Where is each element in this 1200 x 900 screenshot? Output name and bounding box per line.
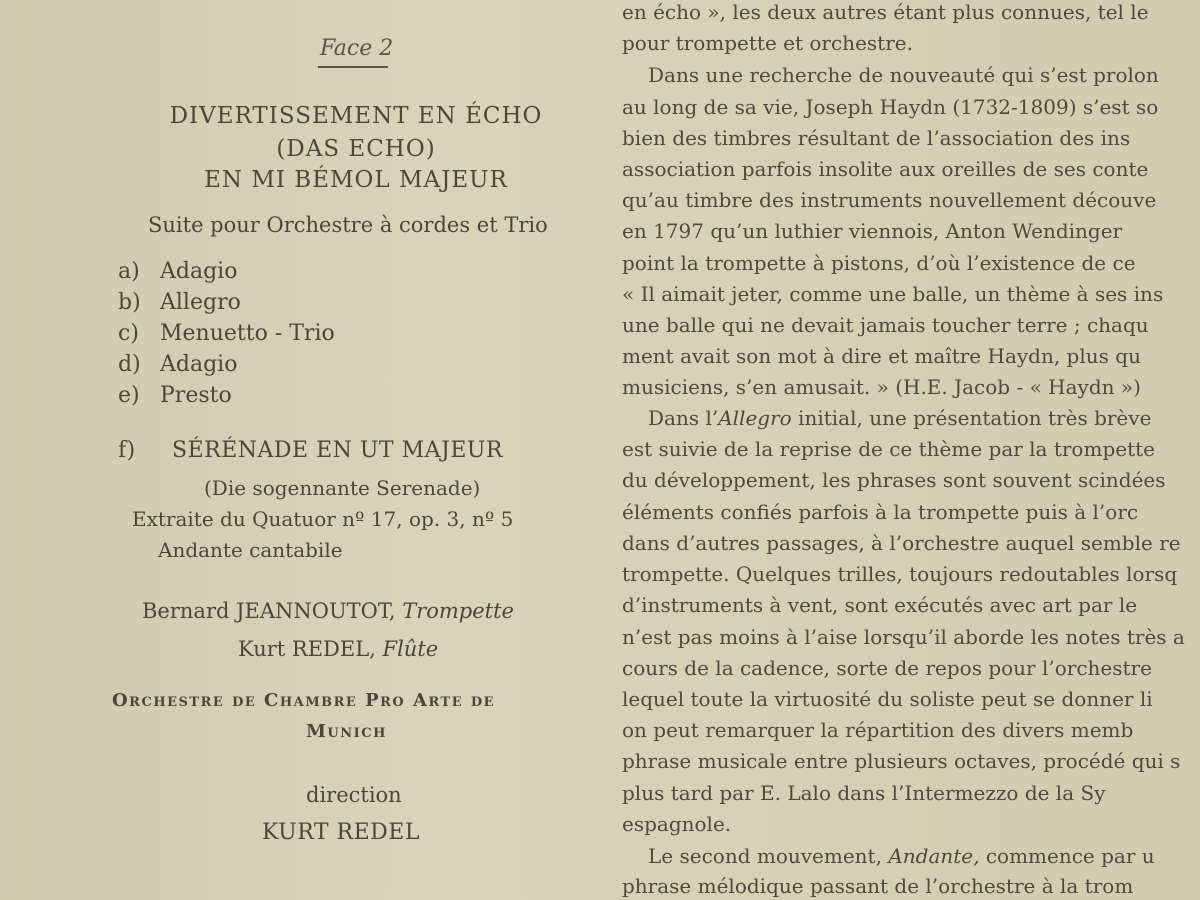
text-line: dans d’autres passages, à l’orchestre auquel semble re xyxy=(622,531,1181,555)
work-title-line-3: EN MI BÉMOL MAJEUR xyxy=(204,167,508,193)
text-line: du développement, les phrases sont souvent scindées xyxy=(622,468,1166,492)
liner-notes-column xyxy=(622,0,1200,900)
serenade-source: Extraite du Quatuor nº 17, op. 3, nº 5 xyxy=(132,507,514,531)
movement-name: Adagio xyxy=(160,259,238,284)
movement-label: d) xyxy=(118,352,141,377)
text-line: bien des timbres résultant de l’association des ins xyxy=(622,126,1131,150)
text-line: qu’au timbre des instruments nouvellement découve xyxy=(622,188,1157,212)
text-segment: commence par u xyxy=(979,844,1155,868)
performer-name: Bernard JEANNOUTOT, xyxy=(142,599,403,623)
movement-label: e) xyxy=(118,383,140,408)
movement-name: Allegro xyxy=(160,290,241,315)
performer-name: Kurt REDEL, xyxy=(238,637,383,661)
text-line: pour trompette et orchestre. xyxy=(622,31,913,55)
text-line: en 1797 qu’un luthier viennois, Anton Wendinger xyxy=(622,219,1123,243)
movement-item xyxy=(118,290,241,315)
conductor-name: KURT REDEL xyxy=(262,820,420,845)
text-line: d’instruments à vent, sont exécutés avec art par le xyxy=(622,593,1138,617)
text-line: n’est pas moins à l’aise lorsqu’il aborde les notes très a xyxy=(622,625,1185,649)
serenade-label: f) xyxy=(118,438,136,463)
serenade-subtitle: (Die sogennante Serenade) xyxy=(204,476,481,500)
text-line: phrase musicale entre plusieurs octaves, procédé qui s xyxy=(622,749,1181,773)
text-line: plus tard par E. Lalo dans l’Intermezzo de la Sy xyxy=(622,781,1106,805)
face-label: Face 2 xyxy=(320,36,394,61)
text-line: « Il aimait jeter, comme une balle, un thème à ses ins xyxy=(622,282,1164,306)
movement-item xyxy=(118,383,232,408)
movement-item xyxy=(118,321,335,346)
movement-name: Menuetto - Trio xyxy=(160,321,335,346)
movement-label: c) xyxy=(118,321,139,346)
text-line: on peut remarquer la répartition des divers memb xyxy=(622,718,1134,742)
text-line: association parfois insolite aux oreilles de ses conte xyxy=(622,157,1149,181)
movement-item xyxy=(118,352,237,377)
text-line: au long de sa vie, Joseph Haydn (1732-1809) s’est so xyxy=(622,95,1159,119)
performer-flute xyxy=(238,637,438,661)
performer-role: Trompette xyxy=(402,599,514,623)
work-title-line-2: (DAS ECHO) xyxy=(276,136,436,162)
work-title-line-1: DIVERTISSEMENT EN ÉCHO xyxy=(169,103,543,129)
movement-label: a) xyxy=(118,259,140,284)
movement-name: Presto xyxy=(160,383,232,408)
text-line: éléments confiés parfois à la trompette puis à l’orc xyxy=(622,500,1139,524)
serenade-title xyxy=(118,438,503,463)
text-line: musiciens, s’en amusait. » (H.E. Jacob - « Haydn ») xyxy=(622,375,1141,399)
text-line: une balle qui ne devait jamais toucher terre ; chaqu xyxy=(622,313,1149,337)
serenade-movement: Andante cantabile xyxy=(158,538,343,562)
work-subtitle: Suite pour Orchestre à cordes et Trio xyxy=(148,213,548,237)
text-line: phrase mélodique passant de l’orchestre à la trom xyxy=(622,874,1134,898)
text-segment: initial, une présentation très brève xyxy=(791,406,1152,430)
text-line: ment avait son mot à dire et maître Haydn, plus qu xyxy=(622,344,1141,368)
text-line: est suivie de la reprise de ce thème par la trompette xyxy=(622,437,1155,461)
movement-name: Adagio xyxy=(160,352,238,377)
movement-item xyxy=(118,259,237,284)
text-line xyxy=(648,844,1155,868)
text-line: lequel toute la virtuosité du soliste peut se donner li xyxy=(622,687,1153,711)
italic-word: Andante, xyxy=(888,844,980,868)
orchestra-name-line-1: Orchestre de Chambre Pro Arte de xyxy=(112,690,496,711)
serenade-name: SÉRÉNADE EN UT MAJEUR xyxy=(172,438,503,463)
text-segment: Le second mouvement, xyxy=(648,844,889,868)
text-segment: Dans l’ xyxy=(648,406,719,430)
italic-word: Allegro xyxy=(718,406,792,430)
text-line: trompette. Quelques trilles, toujours redoutables lorsq xyxy=(622,562,1178,586)
text-line xyxy=(648,406,1151,430)
direction-label: direction xyxy=(306,783,402,807)
text-line: en écho », les deux autres étant plus connues, tel le xyxy=(622,0,1149,24)
performer-role: Flûte xyxy=(382,637,439,661)
movement-label: b) xyxy=(118,290,141,315)
text-line: Dans une recherche de nouveauté qui s’est prolon xyxy=(648,63,1159,87)
text-line: cours de la cadence, sorte de repos pour l’orchestre xyxy=(622,656,1152,680)
performer-trumpet xyxy=(142,599,514,623)
orchestra-name-line-2: Munich xyxy=(306,721,387,742)
face-underline xyxy=(318,66,388,68)
text-line: point la trompette à pistons, d’où l’existence de ce xyxy=(622,251,1136,275)
text-line: espagnole. xyxy=(622,812,732,836)
